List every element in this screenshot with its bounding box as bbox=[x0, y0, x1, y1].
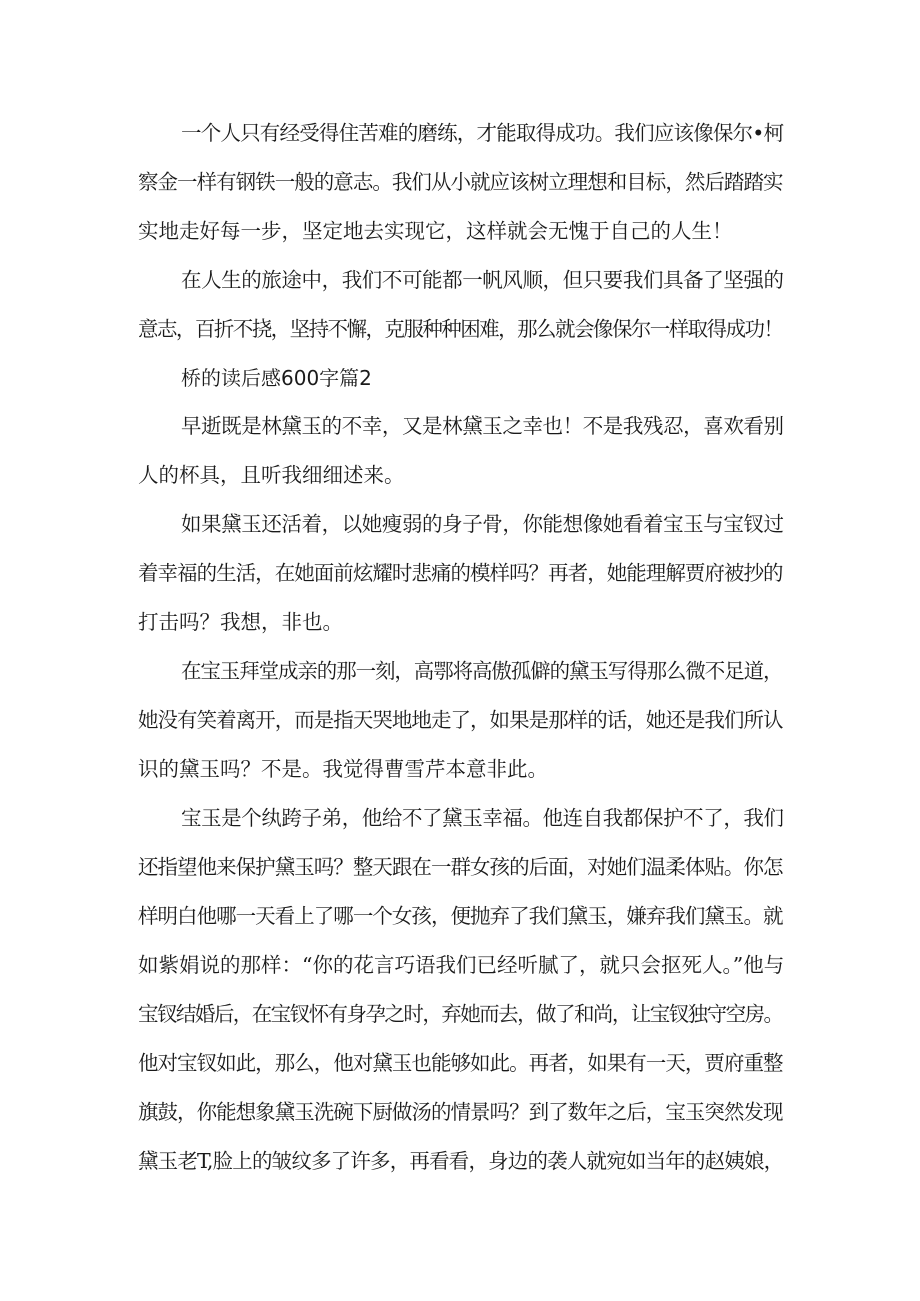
paragraph-1-line-3: 实地走好每一步，坚定地去实现它，这样就会无愧于自己的人生！ bbox=[138, 219, 733, 243]
paragraph-4-line-3: 打击吗？我想，非也。 bbox=[138, 610, 343, 634]
paragraph-3-line-1: 早逝既是林黛玉的不幸，又是林黛玉之幸也！不是我残忍，喜欢看别 bbox=[181, 414, 784, 438]
paragraph-6-line-5: 宝钗结婚后，在宝钗怀有身孕之时，弃她而去，做了和尚，让宝钗独守空房。 bbox=[138, 1002, 783, 1026]
paragraph-2-line-1: 在人生的旅途中，我们不可能都一帆风顺，但只要我们具备了坚强的 bbox=[181, 268, 784, 292]
paragraph-6-line-4: 如紫娟说的那样：“你的花言巧语我们已经听腻了，就只会抠死人。”他与 bbox=[138, 953, 785, 977]
paragraph-2-line-2: 意志，百折不挠，坚持不懈，克服种种困难，那么就会像保尔一样取得成功！ bbox=[138, 317, 783, 341]
paragraph-6-line-6: 他对宝钗如此，那么，他对黛玉也能够如此。再者，如果有一天，贾府重整 bbox=[138, 1051, 783, 1075]
paragraph-1-line-2: 察金一样有钢铁一般的意志。我们从小就应该树立理想和目标，然后踏踏实 bbox=[138, 170, 783, 194]
paragraph-6-line-1: 宝玉是个纨跨子弟，他给不了黛玉幸福。他连自我都保护不了，我们 bbox=[181, 806, 784, 830]
paragraph-6-line-8: 黛玉老T,脸上的皱纹多了许多，再看看，身边的袭人就宛如当年的赵姨娘， bbox=[138, 1149, 784, 1173]
paragraph-6-line-2: 还指望他来保护黛玉吗？整天跟在一群女孩的后面，对她们温柔体贴。你怎 bbox=[138, 855, 783, 879]
paragraph-5-line-2: 她没有笑着离开，而是指天哭地地走了，如果是那样的话，她还是我们所认 bbox=[138, 708, 783, 732]
paragraph-5-line-1: 在宝玉拜堂成亲的那一刻，高鄂将高傲孤僻的黛玉写得那么微不足道， bbox=[181, 659, 783, 683]
paragraph-5-line-3: 识的黛玉吗？不是。我觉得曹雪芹本意非此。 bbox=[138, 757, 548, 781]
paragraph-3-line-2: 人的杯具，且听我细细述来。 bbox=[138, 463, 405, 487]
section-heading: 桥的读后感600字篇2 bbox=[181, 366, 372, 390]
paragraph-6-line-3: 样明白他哪一天看上了哪一个女孩，便抛弃了我们黛玉，嫌弃我们黛玉。就 bbox=[138, 904, 783, 928]
paragraph-6-line-7: 旗鼓，你能想象黛玉洗碗下厨做汤的情景吗？到了数年之后，宝玉突然发现 bbox=[138, 1100, 783, 1124]
paragraph-1-line-1: 一个人只有经受得住苦难的磨练，才能取得成功。我们应该像保尔•柯 bbox=[181, 121, 784, 145]
paragraph-4-line-2: 着幸福的生活，在她面前炫耀时悲痛的模样吗？再者，她能理解贾府被抄的 bbox=[138, 561, 783, 585]
paragraph-4-line-1: 如果黛玉还活着，以她瘦弱的身子骨，你能想像她看着宝玉与宝钗过 bbox=[181, 512, 784, 536]
